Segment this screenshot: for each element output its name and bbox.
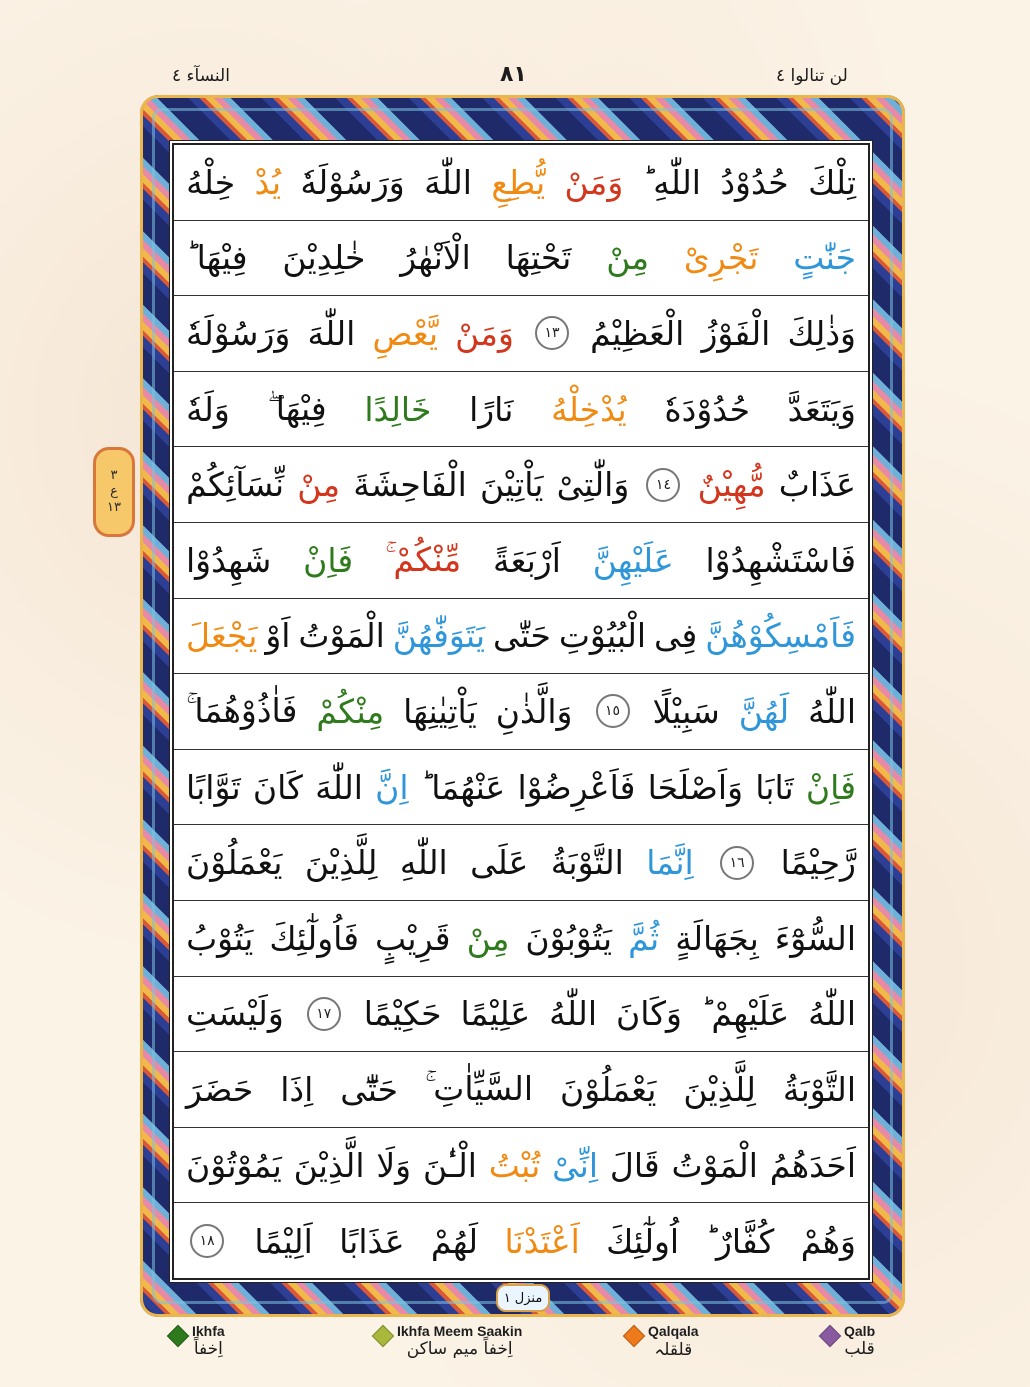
page-number: ٨١: [500, 62, 527, 87]
word: حَضَرَ: [186, 1069, 254, 1109]
word: حَتّٰى: [493, 616, 551, 656]
word: وَذٰلِكَ: [787, 313, 856, 353]
word: حُدُوْدُ: [720, 162, 789, 202]
word: يَتُوْبُ: [186, 918, 254, 958]
word: يَعْمَلُوْنَ: [559, 1069, 657, 1109]
word: اللّٰهِ ؕ: [642, 162, 701, 202]
word: اَلِيْمًا: [254, 1221, 313, 1261]
word: قَالَ: [609, 1145, 660, 1185]
word: الْفَاحِشَةَ: [353, 465, 467, 505]
ayah-number-marker: ١٥: [596, 694, 630, 728]
word: وَيَتَعَدَّ: [787, 389, 856, 429]
word: تَحْتِهَا: [505, 238, 572, 278]
word: اللّٰهَ: [315, 767, 363, 807]
verse-line: [174, 1128, 868, 1204]
word: يَعْمَلُوْنَ: [186, 843, 283, 883]
ayah-number-marker: ١٣: [535, 316, 569, 350]
diamond-icon: [167, 1325, 190, 1348]
word: اِنَّمَا: [646, 843, 694, 883]
word: يَاْتِيٰنِهَا: [403, 691, 477, 731]
word: لَهُنَّ: [738, 691, 790, 731]
word: عَلَيْهِنَّ: [592, 540, 674, 580]
word: حَكِيْمًا: [363, 994, 442, 1034]
word: عَلَيْهِمْ ؕ: [700, 994, 790, 1034]
word: وَرَسُوْلَهٗ: [300, 162, 405, 202]
legend-label-ar: قلقلہ: [654, 1340, 693, 1360]
word: فِيْهَا ؕ: [186, 238, 248, 278]
ruku-count: ٣: [110, 467, 118, 483]
word: اِنِّىْ: [552, 1145, 599, 1185]
legend-label-ar: اِخفاً میم ساکن: [406, 1339, 513, 1359]
word: ثُمَّ: [628, 918, 660, 958]
word: حَتّٰٓى: [340, 1069, 399, 1109]
word: الْمَوْتُ: [671, 1145, 758, 1185]
word: رَّحِيْمًا: [780, 843, 856, 883]
diamond-icon: [623, 1325, 646, 1348]
verse-line: [174, 523, 868, 599]
word: لِلَّذِيْنَ: [683, 1069, 756, 1109]
legend-label-en: Ikhfa Meem Saakin: [397, 1323, 523, 1339]
tajweed-legend: [0, 1323, 1030, 1387]
word: خَالِدًا: [364, 389, 432, 429]
verse-line: [174, 296, 868, 372]
verse-line: [174, 1203, 868, 1279]
word: الْـٰٔنَ: [422, 1145, 477, 1185]
legend-item-qalqala: [626, 1323, 699, 1360]
word: اللّٰهَ: [307, 313, 356, 353]
word: اللّٰهُ: [549, 994, 598, 1034]
word: وَلَا: [376, 1145, 412, 1185]
word: فَاٰذُوْهُمَا ۚ: [186, 691, 298, 731]
verse-line: [174, 145, 868, 221]
ruku-marker: [93, 447, 135, 537]
word: حُدُوْدَهٗ: [664, 389, 750, 429]
word: اَرْبَعَةً: [492, 540, 561, 580]
legend-label-en: Ikhfa: [192, 1323, 225, 1339]
quran-text-area: [172, 143, 870, 1280]
word: اللّٰهِ: [399, 843, 448, 883]
word: الْعَظِيْمُ: [590, 313, 685, 353]
word: وَلَهٗ: [186, 389, 230, 429]
word: اِنَّ: [375, 767, 409, 807]
word: اَعْتَدْنَا: [504, 1221, 580, 1261]
word: قَرِيْبٍ: [374, 918, 451, 958]
word: مِنْ: [606, 238, 650, 278]
para-name: لن تنالوا ٤: [776, 66, 848, 86]
word: فَاَعْرِضُوْا: [517, 767, 636, 807]
word: يَتَوَفّٰهُنَّ: [392, 616, 486, 656]
word: وَمَنْ: [564, 162, 624, 202]
verse-line: [174, 674, 868, 750]
page-header: [0, 60, 1030, 90]
word: فَاَمْسِكُوْهُنَّ: [705, 616, 856, 656]
verse-line: [174, 977, 868, 1053]
word: الْبُيُوْتِ: [558, 616, 647, 656]
word: فِيْهَا ۖ: [267, 389, 327, 429]
word: الْاَنْهٰرُ: [400, 238, 471, 278]
word: كَانَ: [252, 767, 303, 807]
word: مِنْ: [466, 918, 510, 958]
verse-line: [174, 372, 868, 448]
word: يَجْعَلَ: [186, 616, 258, 656]
manzil-marker: منزل ١: [496, 1284, 550, 1312]
word: وَمَنْ: [455, 313, 514, 353]
word: جَنّٰتٍ: [793, 238, 856, 278]
word: فَاِنْ: [805, 767, 856, 807]
diamond-icon: [372, 1325, 395, 1348]
word: عَلِيْمًا: [460, 994, 531, 1034]
verse-line: [174, 901, 868, 977]
word: نِّسَآئِكُمْ: [186, 465, 285, 505]
legend-item-ikhfa-meem-saakin: [375, 1323, 522, 1359]
word: بِجَهَالَةٍ: [675, 918, 759, 958]
ayah-number-marker: ١٦: [720, 846, 754, 880]
word: مُّهِيْنٌ: [697, 465, 766, 505]
word: فَاُولٰٓئِكَ: [269, 918, 359, 958]
word: اللّٰهُ: [808, 691, 856, 731]
word: مِنْكُمْ: [316, 691, 385, 731]
verse-line: [174, 750, 868, 826]
verse-line: [174, 599, 868, 675]
word: اللّٰهَ: [424, 162, 472, 202]
word: خٰلِدِيْنَ: [282, 238, 366, 278]
word: اُولٰٓئِكَ: [606, 1221, 680, 1261]
word: اَحَدَهُمُ: [769, 1145, 856, 1185]
word: التَّوْبَةُ: [782, 1069, 856, 1109]
word: اللّٰهُ: [808, 994, 856, 1034]
word: اَوْ: [265, 616, 291, 656]
word: يَّعْصِ: [372, 313, 439, 353]
word: سَبِيْلًا: [652, 691, 720, 731]
word: لِلَّذِيْنَ: [304, 843, 378, 883]
word: عَذَابًا: [339, 1221, 405, 1261]
legend-label-ar: اِخفاً: [193, 1339, 223, 1359]
word: خِلْهُ: [186, 162, 236, 202]
word: فَاِنْ: [303, 540, 354, 580]
word: يُدْ: [254, 162, 282, 202]
diamond-icon: [819, 1325, 842, 1348]
ayah-number-marker: ١٤: [646, 468, 680, 502]
ruku-symbol: ع: [110, 483, 118, 499]
word: تَوَّابًا: [186, 767, 241, 807]
ayah-number-marker: ١٨: [190, 1224, 224, 1258]
word: يَمُوْتُوْنَ: [186, 1145, 282, 1185]
word: اِذَا: [280, 1069, 314, 1109]
word: وَهُمْ: [800, 1221, 856, 1261]
word: تَابَا: [755, 767, 794, 807]
ayah-number-marker: ١٧: [307, 997, 341, 1031]
word: مِنْ: [297, 465, 341, 505]
word: الَّذِيْنَ: [293, 1145, 365, 1185]
word: تَجْرِىْ: [683, 238, 759, 278]
word: التَّوْبَةُ: [550, 843, 624, 883]
word: وَكَانَ: [616, 994, 682, 1034]
word: عَنْهُمَا ؕ: [420, 767, 506, 807]
word: وَاَصْلَحَا: [647, 767, 744, 807]
verse-line: [174, 1052, 868, 1128]
word: الْمَوْتُ: [298, 616, 385, 656]
word: وَالَّذٰنِ: [495, 691, 573, 731]
word: يَاْتِيْنَ: [479, 465, 544, 505]
word: عَذَابٌ: [778, 465, 856, 505]
word: فِى: [654, 616, 698, 656]
word: شَهِدُوْا: [186, 540, 272, 580]
verse-line: [174, 221, 868, 297]
word: فَاسْتَشْهِدُوْا: [705, 540, 856, 580]
word: تِلْكَ: [808, 162, 856, 202]
legend-label-ar: قلب: [844, 1339, 875, 1359]
verse-line: [174, 447, 868, 523]
word: السَّيِّاٰتِ ۚ: [425, 1069, 534, 1109]
word: نَارًا: [469, 389, 514, 429]
word: تُبْتُ: [488, 1145, 541, 1185]
word: يُدْخِلْهُ: [551, 389, 627, 429]
word: كُفَّارٌ ؕ: [705, 1221, 775, 1261]
word: وَلَيْسَتِ: [186, 994, 284, 1034]
word: الْفَوْزُ: [701, 313, 771, 353]
word: وَالّٰتِىْ: [556, 465, 630, 505]
verse-line: [174, 825, 868, 901]
word: يُّطِعِ: [491, 162, 546, 202]
legend-label-en: Qalqala: [648, 1323, 699, 1339]
word: السُّوْٓءَ: [774, 918, 856, 958]
legend-label-en: Qalb: [844, 1323, 876, 1339]
legend-item-ikhfa: [170, 1323, 225, 1359]
legend-item-qalb: [822, 1323, 875, 1359]
surah-name: النسآء ٤: [172, 66, 230, 86]
word: عَلَى: [470, 843, 529, 883]
word: لَهُمْ: [430, 1221, 479, 1261]
ruku-total: ١٣: [107, 500, 121, 516]
word: مِّنْكُمْ ۚ: [385, 540, 462, 580]
word: يَتُوْبُوْنَ: [525, 918, 613, 958]
word: وَرَسُوْلَهٗ: [186, 313, 291, 353]
